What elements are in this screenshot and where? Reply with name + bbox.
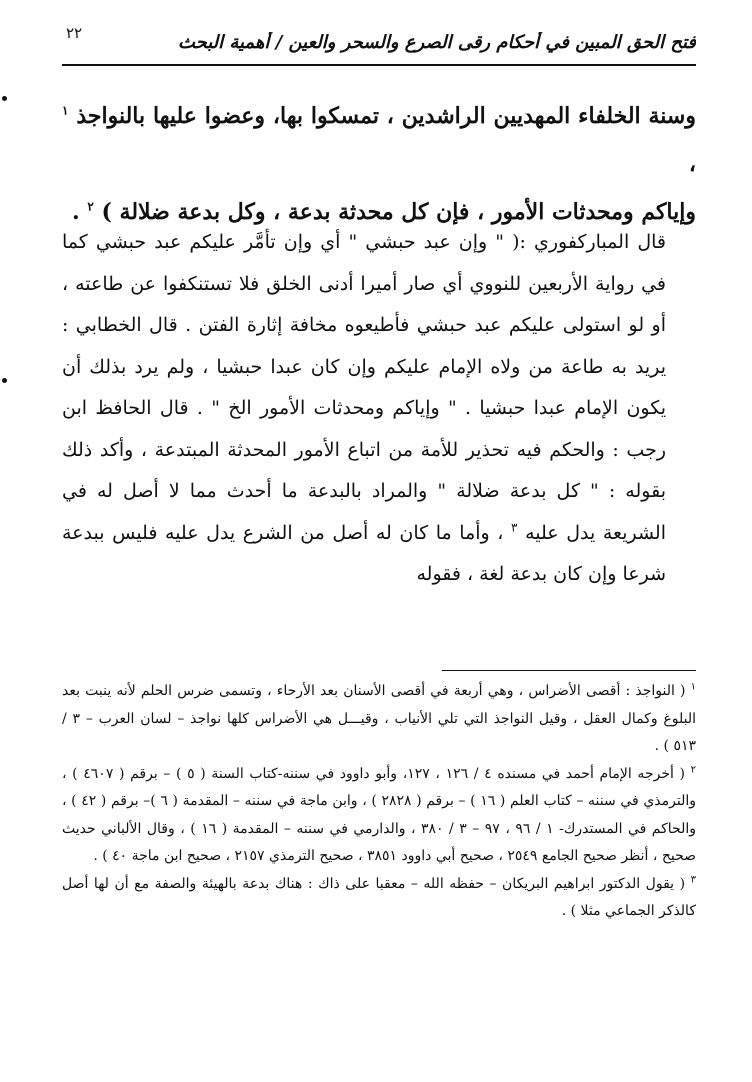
margin-dot [2,378,7,383]
footnotes [62,678,696,926]
footnote-ref: ١ [62,103,69,118]
intro-line-end: ، [688,151,696,177]
paragraph-text: قال المباركفوري :( " وإن عبد حبشي " أي وإن تأمَّر عليكم عبد حبشي كما في رواية الأربعين للنووي أي صار أميرا أدنى الخلق فلا تستنكفوا عن طاعته ، أو لو استولى عليكم عبد حبشي فأطيعوه مخافة إثارة الفتن . قال الخطابي : يريد به طاعة من ولاه الإمام عليكم وإن كان عبدا حبشيا ، ولم يرد بذلك أن يكون الإمام عبدا حبشيا . " وإياكم ومحدثات الأمور الخ " . قال الحافظ ابن رجب : والحكم فيه تحذير للأمة من اتباع الأمور المحدثة المبتدعة ، وأكد ذلك بقوله : " كل بدعة ضلالة " والمراد بالبدعة ما أحدث مما لا أصل له في الشريعة يدل عليه [62,231,666,544]
footnote-ref: ٢ [87,199,94,214]
commentary-paragraph [62,222,696,596]
page-number: ٢٢ [66,24,83,42]
paragraph-text: ، وأما ما كان له أصل من الشرع يدل عليه فليس ببدعة شرعا وإن كان بدعة لغة ، فقوله [62,521,666,585]
footnote-ref: ٣ [511,520,518,535]
footnote-number: ٢ [690,763,696,775]
margin-dot [2,96,7,101]
footnote-text: ( النواجذ : أقصى الأضراس ، وهي أربعة في أقصى الأسنان بعد الأرحاء ، وتسمى ضرس الحلم لأنه ينبت بعد البلوغ وكمال العقل ، وقيل النواجذ التي تلي الأنياب ، وقيـــل هي الأضراس كلها نواجذ – لسان العرب – ٣ / ٥١٣ ) . [62,683,696,754]
running-header: فتح الحق المبين في أحكام رقى الصرع والسحر والعين / أهمية البحث [177,32,696,53]
header-rule [62,64,696,66]
footnote [62,871,696,926]
hadith-continuation [62,92,696,236]
footnote [62,678,696,761]
footnote-number: ٣ [690,873,696,885]
paragraph [62,222,696,596]
footnote-text: ( أخرجه الإمام أحمد في مسنده ٤ / ١٢٦ ، ١٢٧، وأبو داوود في سننه-كتاب السنة ( ٥ ) – برقم ( ٤٦٠٧ ) ، والترمذي في سننه – كتاب العلم ( ١٦ ) – برقم ( ٢٨٢٨ ) ، وابن ماجة في سننه – المقدمة ( ٦ )– برقم ( ٤٢ ) ، والحاكم في المستدرك- ١ / ٩٦ ، ٩٧ – ٣ / ٣٨٠ ، والدارمي في سننه – المقدمة ( ١٦ ) ، وقال الألباني حديث صحيح ، أنظر صحيح الجامع ٢٥٤٩ ، صحيح أبي داوود ٣٨٥١ ، صحيح الترمذي ٢١٥٧ ، صحيح ابن ماجة ٤٠ ) . [62,765,697,864]
footnote [62,761,696,871]
footnote-number: ١ [690,681,696,693]
intro-line [62,92,696,188]
footnote-separator [442,670,696,671]
intro-line-end: . [71,199,80,225]
intro-line-text: وسنة الخلفاء المهديين الراشدين ، تمسكوا بها، وعضوا عليها بالنواجذ [76,103,696,129]
intro-line-text: وإياكم ومحدثات الأمور ، فإن كل محدثة بدعة ، وكل بدعة ضلالة ) [101,199,696,225]
footnote-text: ( يقول الدكتور ابراهيم البريكان – حفظه الله – معقبا على ذاك : هناك بدعة بالهيئة والصفة مع أن لها أصل كالذكر الجماعي مثلا ) . [62,875,696,919]
